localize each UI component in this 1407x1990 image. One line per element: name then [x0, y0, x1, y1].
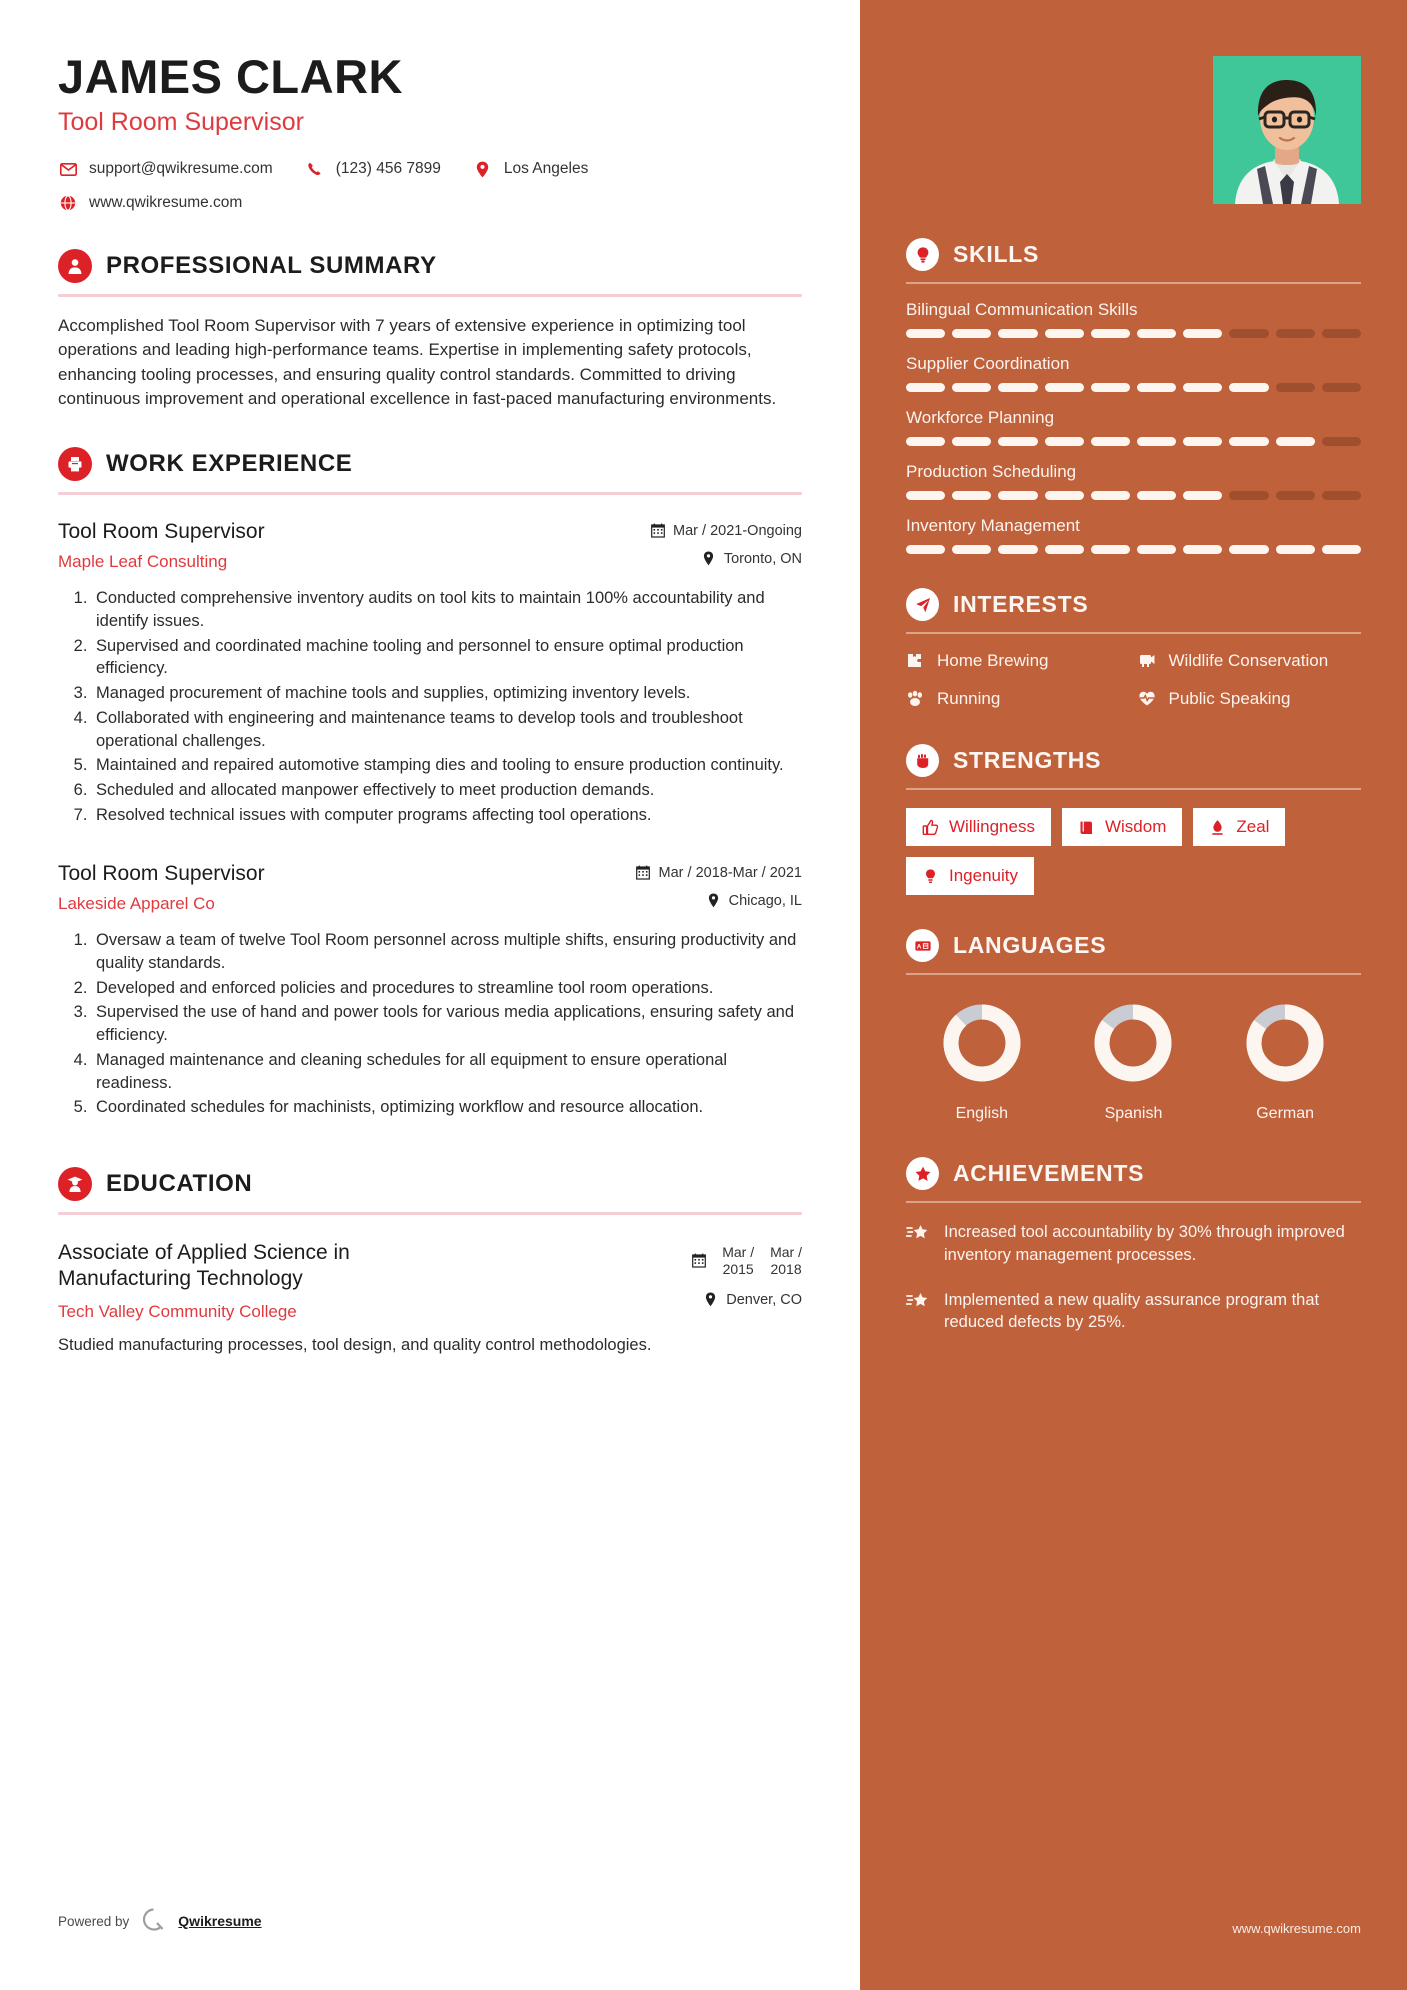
bulb-icon: [922, 868, 939, 885]
strength-chip[interactable]: [906, 808, 1051, 846]
contact-phone[interactable]: [305, 159, 441, 179]
work-date: [650, 523, 802, 539]
paper-plane-circle-icon: [906, 588, 939, 621]
skill-segment: [1276, 545, 1315, 554]
education-date-from-line1: Mar /: [722, 1244, 755, 1261]
work-bullet: 5. Coordinated schedules for machinists, optimizing workflow and resource allocation.: [92, 1096, 802, 1119]
skill-item: [906, 354, 1361, 392]
contact-block: [58, 159, 802, 213]
work-divider: [58, 492, 802, 495]
languages-list: [906, 997, 1361, 1123]
skill-segment: [1045, 491, 1084, 500]
skill-segment: [1322, 437, 1361, 446]
skill-label: Workforce Planning: [906, 408, 1055, 427]
envelope-icon: [58, 159, 78, 179]
language-donut: [1087, 997, 1179, 1089]
skill-label: Supplier Coordination: [906, 354, 1070, 373]
achievement-item: [906, 1221, 1361, 1267]
summary-header: [58, 249, 802, 283]
contact-location-text: Los Angeles: [503, 160, 589, 178]
heartbeat-icon: [1138, 688, 1158, 707]
achievement-text: Implemented a new quality assurance program that reduced defects by 25%.: [944, 1290, 1320, 1332]
language-label: Spanish: [1104, 1105, 1163, 1123]
avatar: [1213, 56, 1361, 204]
skill-segment: [1045, 383, 1084, 392]
strength-label: Ingenuity: [949, 866, 1018, 886]
page-title: JAMES CLARK: [58, 50, 403, 103]
language-label: English: [955, 1105, 1009, 1123]
interests-header: [906, 588, 1361, 621]
skill-segment: [1229, 491, 1268, 500]
work-bullet: 1. Oversaw a team of twelve Tool Room personnel across multiple shifts, ensuring productivity and quality standards.: [92, 929, 802, 975]
work-bullet: 4. Collaborated with engineering and maintenance teams to develop tools and troubleshoot operational challenges.: [92, 707, 802, 753]
education-date: [691, 1244, 802, 1278]
skill-segment: [1322, 329, 1361, 338]
fist-circle-icon: [906, 744, 939, 777]
education-divider: [58, 1212, 802, 1215]
skill-item: [906, 516, 1361, 554]
education-heading: EDUCATION: [106, 1170, 253, 1198]
flame-icon: [1209, 819, 1226, 836]
work-location: [650, 551, 802, 567]
qwikresume-logo-icon: [140, 1906, 167, 1936]
education-date-to: [770, 1244, 802, 1278]
skill-item: [906, 408, 1361, 446]
skill-segment: [1229, 383, 1268, 392]
achievements-header: [906, 1157, 1361, 1190]
skill-segment: [1229, 545, 1268, 554]
contact-website-text: www.qwikresume.com: [89, 194, 243, 212]
svg-text:A: A: [916, 943, 921, 951]
calendar-icon: [636, 865, 651, 881]
work-date-text: Mar / 2018-Mar / 2021: [658, 864, 802, 881]
skill-segment: [1322, 491, 1361, 500]
calendar-icon: [691, 1253, 706, 1269]
education-description: Studied manufacturing processes, tool design, and quality control methodologies.: [58, 1335, 652, 1354]
languages-header: [906, 929, 1361, 962]
projector-icon: [1138, 650, 1158, 669]
skill-segment: [906, 545, 945, 554]
map-marker-icon: [703, 1292, 718, 1308]
skill-segment: [1276, 491, 1315, 500]
strengths-list: [906, 808, 1361, 895]
education-school: Tech Valley Community College: [58, 1301, 297, 1321]
location-pin-icon: [473, 159, 493, 179]
work-bullet: 3. Supervised the use of hand and power tools for various media applications, ensuring safety and efficiency.: [92, 1001, 802, 1047]
work-bullet: 5. Maintained and repaired automotive stamping dies and tooling to ensure production continuity.: [92, 754, 802, 777]
powered-by-label: Powered by: [58, 1913, 130, 1929]
map-marker-icon: [706, 893, 721, 909]
summary-text: Accomplished Tool Room Supervisor with 7 years of extensive experience in optimizing tool operations and leading high-performance teams. Expertise in implementing safety protocols, enhancing tooling processes, and ensuring quality control standards. Committed to driving continuous improvement and operational excellence in fast-paced manufacturing environments.: [58, 316, 777, 408]
skill-label: Inventory Management: [906, 516, 1080, 535]
skill-label: Bilingual Communication Skills: [906, 300, 1138, 319]
skill-segment: [1137, 329, 1176, 338]
work-bullets: [58, 929, 802, 1119]
star-circle-icon: [906, 1157, 939, 1190]
skill-segment: [1137, 491, 1176, 500]
work-position: Tool Room Supervisor: [58, 519, 265, 543]
skill-segment: [1045, 329, 1084, 338]
work-bullet: 1. Conducted comprehensive inventory audits on tool kits to maintain 100% accountability and identify issues.: [92, 587, 802, 633]
skill-segment: [1183, 545, 1222, 554]
interest-item: [906, 650, 1130, 672]
skill-segment: [952, 545, 991, 554]
globe-icon: [58, 193, 78, 213]
skill-segment: [952, 491, 991, 500]
interests-list: [906, 650, 1361, 710]
shooting-star-icon: [906, 1221, 930, 1243]
printer-circle-icon: [58, 447, 92, 481]
work-location: [636, 893, 802, 909]
interest-label: Public Speaking: [1168, 689, 1291, 709]
language-item: [1239, 997, 1331, 1123]
skills-divider: [906, 282, 1361, 284]
section-languages: [906, 929, 1361, 1123]
work-header: [58, 447, 802, 481]
contact-website[interactable]: [58, 193, 242, 213]
skill-level-bar: [906, 383, 1361, 392]
skill-segment: [998, 383, 1037, 392]
work-location-text: Chicago, IL: [728, 892, 802, 909]
achievements-divider: [906, 1201, 1361, 1203]
sidebar-website: www.qwikresume.com: [1232, 1921, 1361, 1936]
skills-list: [906, 300, 1361, 554]
skill-segment: [906, 383, 945, 392]
section-strengths: [906, 744, 1361, 895]
contact-line-2: [58, 193, 802, 213]
contact-phone-text: (123) 456 7899: [335, 160, 441, 178]
work-bullet: 3. Managed procurement of machine tools and supplies, optimizing inventory levels.: [92, 682, 802, 705]
language-donut: [1239, 997, 1331, 1089]
skill-item: [906, 300, 1361, 338]
work-position: Tool Room Supervisor: [58, 861, 265, 885]
interest-item: [906, 688, 1130, 710]
section-professional-summary: [58, 249, 802, 411]
skill-segment: [1276, 383, 1315, 392]
phone-icon: [305, 159, 325, 179]
skill-segment: [998, 545, 1037, 554]
achievement-text: Increased tool accountability by 30% through improved inventory management processes.: [944, 1223, 1345, 1264]
education-date-to-line1: Mar /: [770, 1244, 802, 1261]
summary-heading: PROFESSIONAL SUMMARY: [106, 252, 437, 280]
work-heading: WORK EXPERIENCE: [106, 449, 353, 477]
section-achievements: [906, 1157, 1361, 1334]
work-bullets: [58, 587, 802, 827]
work-entry: [58, 519, 802, 827]
interest-item: [1138, 688, 1362, 710]
skill-level-bar: [906, 545, 1361, 554]
education-location-text: Denver, CO: [726, 1291, 802, 1308]
skill-segment: [1091, 383, 1130, 392]
job-title-subtitle: Tool Room Supervisor: [58, 108, 304, 137]
skill-segment: [952, 329, 991, 338]
work-location-text: Toronto, ON: [723, 550, 802, 567]
work-date: [636, 865, 802, 881]
language-item: [936, 997, 1028, 1123]
languages-heading: LANGUAGES: [953, 932, 1107, 959]
work-bullet: 4. Managed maintenance and cleaning schedules for all equipment to ensure operational readiness.: [92, 1049, 802, 1095]
skill-segment: [998, 437, 1037, 446]
section-education: [58, 1167, 802, 1357]
summary-divider: [58, 294, 802, 297]
person-circle-icon: [58, 249, 92, 283]
achievement-item: [906, 1289, 1361, 1335]
sidebar: [860, 0, 1407, 1990]
calendar-icon: [650, 523, 665, 539]
lightbulb-circle-icon: [906, 238, 939, 271]
interests-divider: [906, 632, 1361, 634]
graduate-circle-icon: [58, 1167, 92, 1201]
skill-segment: [998, 491, 1037, 500]
section-skills: [906, 238, 1361, 554]
work-bullet: 7. Resolved technical issues with computer programs affecting tool operations.: [92, 804, 802, 827]
education-date-from-line2: 2015: [722, 1260, 754, 1277]
contact-line-1: [58, 159, 802, 179]
section-work-experience: [58, 447, 802, 1119]
puzzle-icon: [906, 650, 926, 669]
contact-email[interactable]: [58, 159, 273, 179]
skill-segment: [1276, 329, 1315, 338]
skill-segment: [1229, 437, 1268, 446]
skills-heading: SKILLS: [953, 241, 1039, 267]
skill-segment: [906, 329, 945, 338]
skill-level-bar: [906, 329, 1361, 338]
skill-segment: [952, 383, 991, 392]
skill-segment: [1045, 437, 1084, 446]
skill-segment: [906, 491, 945, 500]
skill-segment: [1183, 383, 1222, 392]
skill-segment: [1322, 545, 1361, 554]
strength-chip[interactable]: [906, 857, 1034, 895]
work-date-text: Mar / 2021-Ongoing: [673, 522, 802, 539]
strength-label: Wisdom: [1104, 817, 1167, 837]
qwikresume-link[interactable]: Qwikresume: [178, 1913, 262, 1929]
skill-level-bar: [906, 437, 1361, 446]
skill-segment: [952, 437, 991, 446]
book-icon: [1078, 819, 1095, 836]
education-date-from: [722, 1244, 754, 1278]
paw-icon: [906, 688, 926, 707]
contact-location: [473, 159, 588, 179]
skill-segment: [1137, 545, 1176, 554]
education-entry: [58, 1240, 802, 1357]
translate-circle-icon: [906, 929, 939, 962]
strength-label: Zeal: [1236, 817, 1270, 837]
thumbs-up-icon: [922, 819, 939, 836]
skill-segment: [1091, 329, 1130, 338]
languages-divider: [906, 973, 1361, 975]
skill-segment: [1091, 437, 1130, 446]
work-company: Maple Leaf Consulting: [58, 552, 228, 572]
interest-label: Running: [937, 689, 1001, 709]
map-marker-icon: [701, 551, 716, 567]
skill-segment: [1137, 383, 1176, 392]
skill-segment: [998, 329, 1037, 338]
strength-label: Willingness: [949, 817, 1035, 837]
contact-email-text: support@qwikresume.com: [89, 160, 273, 178]
skill-segment: [1045, 545, 1084, 554]
education-date-to-line2: 2018: [770, 1260, 802, 1277]
skill-item: [906, 462, 1361, 500]
work-bullet: 2. Developed and enforced policies and procedures to streamline tool room operations.: [92, 977, 802, 1000]
strength-chip[interactable]: [1062, 808, 1182, 846]
skills-header: [906, 238, 1361, 271]
strength-chip[interactable]: [1193, 808, 1285, 846]
skill-segment: [1276, 437, 1315, 446]
skill-segment: [1091, 545, 1130, 554]
shooting-star-icon: [906, 1289, 930, 1311]
footer-branding: [58, 1906, 262, 1936]
skill-segment: [906, 437, 945, 446]
skill-segment: [1183, 491, 1222, 500]
strengths-heading: STRENGTHS: [953, 747, 1102, 774]
skill-segment: [1322, 383, 1361, 392]
achievements-heading: ACHIEVEMENTS: [953, 1160, 1145, 1187]
skill-segment: [1137, 437, 1176, 446]
language-donut: [936, 997, 1028, 1089]
interest-label: Home Brewing: [937, 651, 1049, 670]
skill-level-bar: [906, 491, 1361, 500]
language-label: German: [1256, 1105, 1315, 1123]
work-bullet: 2. Supervised and coordinated machine tooling and personnel to ensure optimal production efficiency.: [92, 635, 802, 681]
strengths-divider: [906, 788, 1361, 790]
skill-label: Production Scheduling: [906, 462, 1077, 481]
work-company: Lakeside Apparel Co: [58, 894, 215, 913]
work-bullet: 6. Scheduled and allocated manpower effectively to meet production demands.: [92, 779, 802, 802]
education-degree: Associate of Applied Science in Manufacturing Technology: [58, 1241, 350, 1291]
work-entry: [58, 861, 802, 1119]
interest-label: Wildlife Conservation: [1168, 651, 1329, 670]
skill-segment: [1229, 329, 1268, 338]
section-interests: [906, 588, 1361, 710]
skill-segment: [1091, 491, 1130, 500]
language-item: [1087, 997, 1179, 1123]
education-header: [58, 1167, 802, 1201]
skill-segment: [1183, 437, 1222, 446]
interest-item: [1138, 650, 1362, 672]
skill-segment: [1183, 329, 1222, 338]
strengths-header: [906, 744, 1361, 777]
interests-heading: INTERESTS: [953, 591, 1089, 617]
education-location: [691, 1292, 802, 1308]
